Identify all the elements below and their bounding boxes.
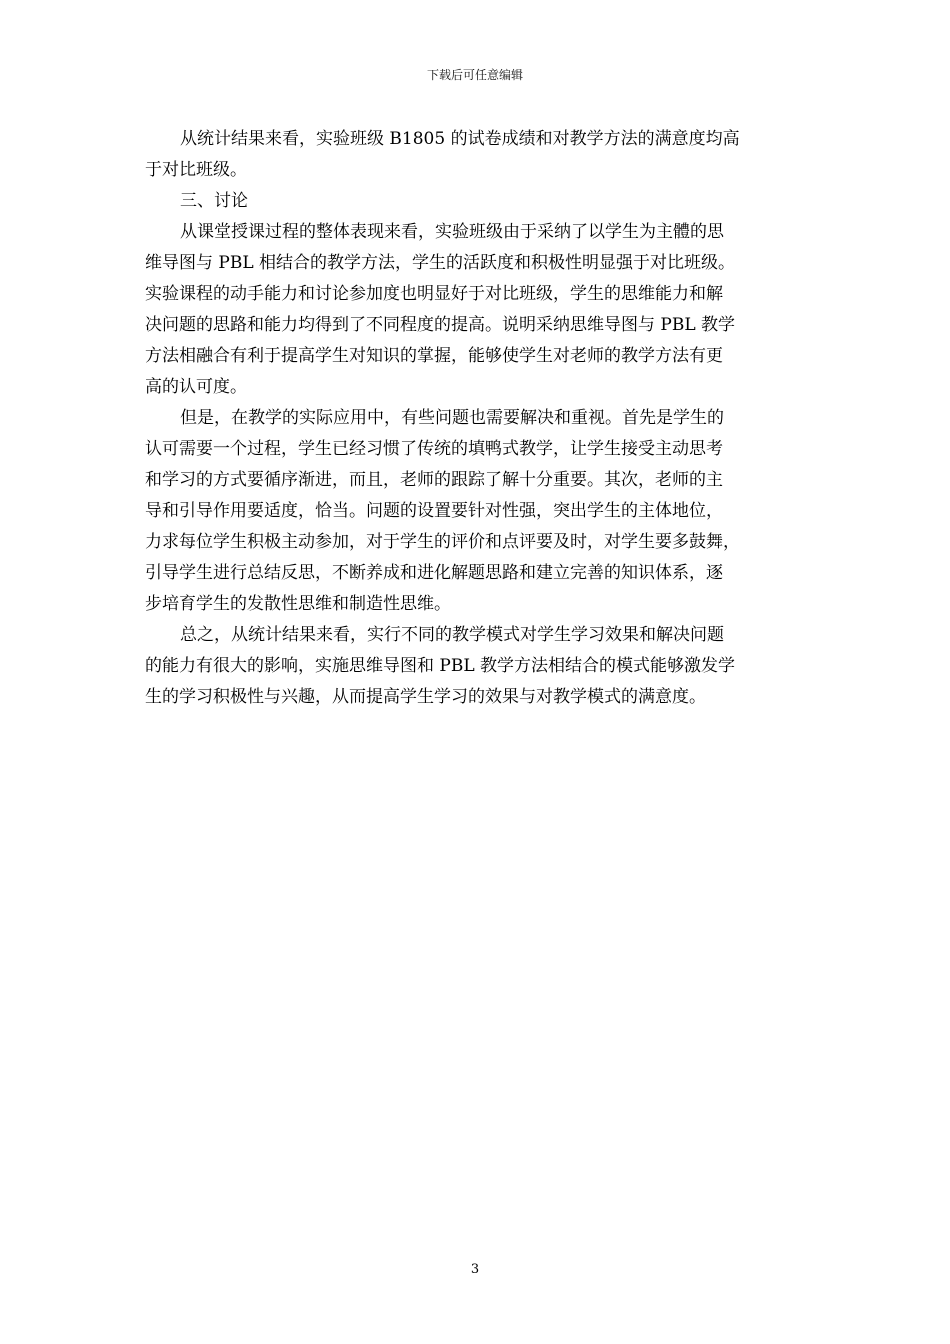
text-line: 引导学生进行总结反思，不断养成和进化解题思路和建立完善的知识体系，逐 (145, 563, 723, 583)
text-line: 决问题的思路和能力均得到了不同程度的提高。说明采纳思维导图与 PBL 教学 (145, 315, 736, 335)
page-number: 3 (470, 1262, 480, 1277)
paragraph-practical-issues (145, 403, 807, 620)
text-line: 于对比班级。 (145, 160, 247, 180)
paragraph-results-summary (145, 124, 807, 186)
section-heading-discussion (145, 186, 807, 217)
text-line: 实验课程的动手能力和讨论参加度也明显好于对比班级，学生的思维能力和解 (145, 284, 723, 304)
paragraph-classroom-performance (145, 217, 807, 403)
text-line: 的能力有很大的影响，实施思维导图和 PBL 教学方法相结合的模式能够激发学 (145, 656, 736, 676)
text-line: 导和引导作用要适度，恰当。问题的设置要针对性强，突出学生的主体地位， (145, 501, 723, 521)
text-line: 力求每位学生积极主动参加，对于学生的评价和点评要及时，对学生要多鼓舞， (145, 532, 740, 552)
text-line: 从课堂授课过程的整体表现来看，实验班级由于采纳了以学生为主體的思 (180, 222, 724, 242)
text-line: 总之，从统计结果来看，实行不同的教学模式对学生学习效果和解决问题 (180, 625, 724, 645)
text-line: 生的学习积极性与兴趣，从而提高学生学习的效果与对教学模式的满意度。 (145, 687, 706, 707)
text-line: 认可需要一个过程，学生已经习惯了传统的填鸭式教学，让学生接受主动思考 (145, 439, 723, 459)
text-line: 方法相融合有利于提高学生对知识的掌握，能够使学生对老师的教学方法有更 (145, 346, 723, 366)
text-line: 从统计结果来看，实验班级 B1805 的试卷成绩和对教学方法的满意度均高 (180, 129, 740, 149)
text-line: 维导图与 PBL 相结合的教学方法，学生的活跃度和积极性明显强于对比班级。 (145, 253, 736, 273)
paragraph-conclusion (145, 620, 807, 713)
text-line: 高的认可度。 (145, 377, 247, 397)
document-body (145, 124, 807, 713)
section-heading: 三、讨论 (180, 191, 248, 211)
page-header: 下载后可任意编辑 (426, 68, 523, 82)
text-line: 但是，在教学的实际应用中，有些问题也需要解决和重视。首先是学生的 (180, 408, 724, 428)
text-line: 和学习的方式要循序渐进，而且，老师的跟踪了解十分重要。其次，老师的主 (145, 470, 723, 490)
text-line: 步培育学生的发散性思维和制造性思维。 (145, 594, 451, 614)
